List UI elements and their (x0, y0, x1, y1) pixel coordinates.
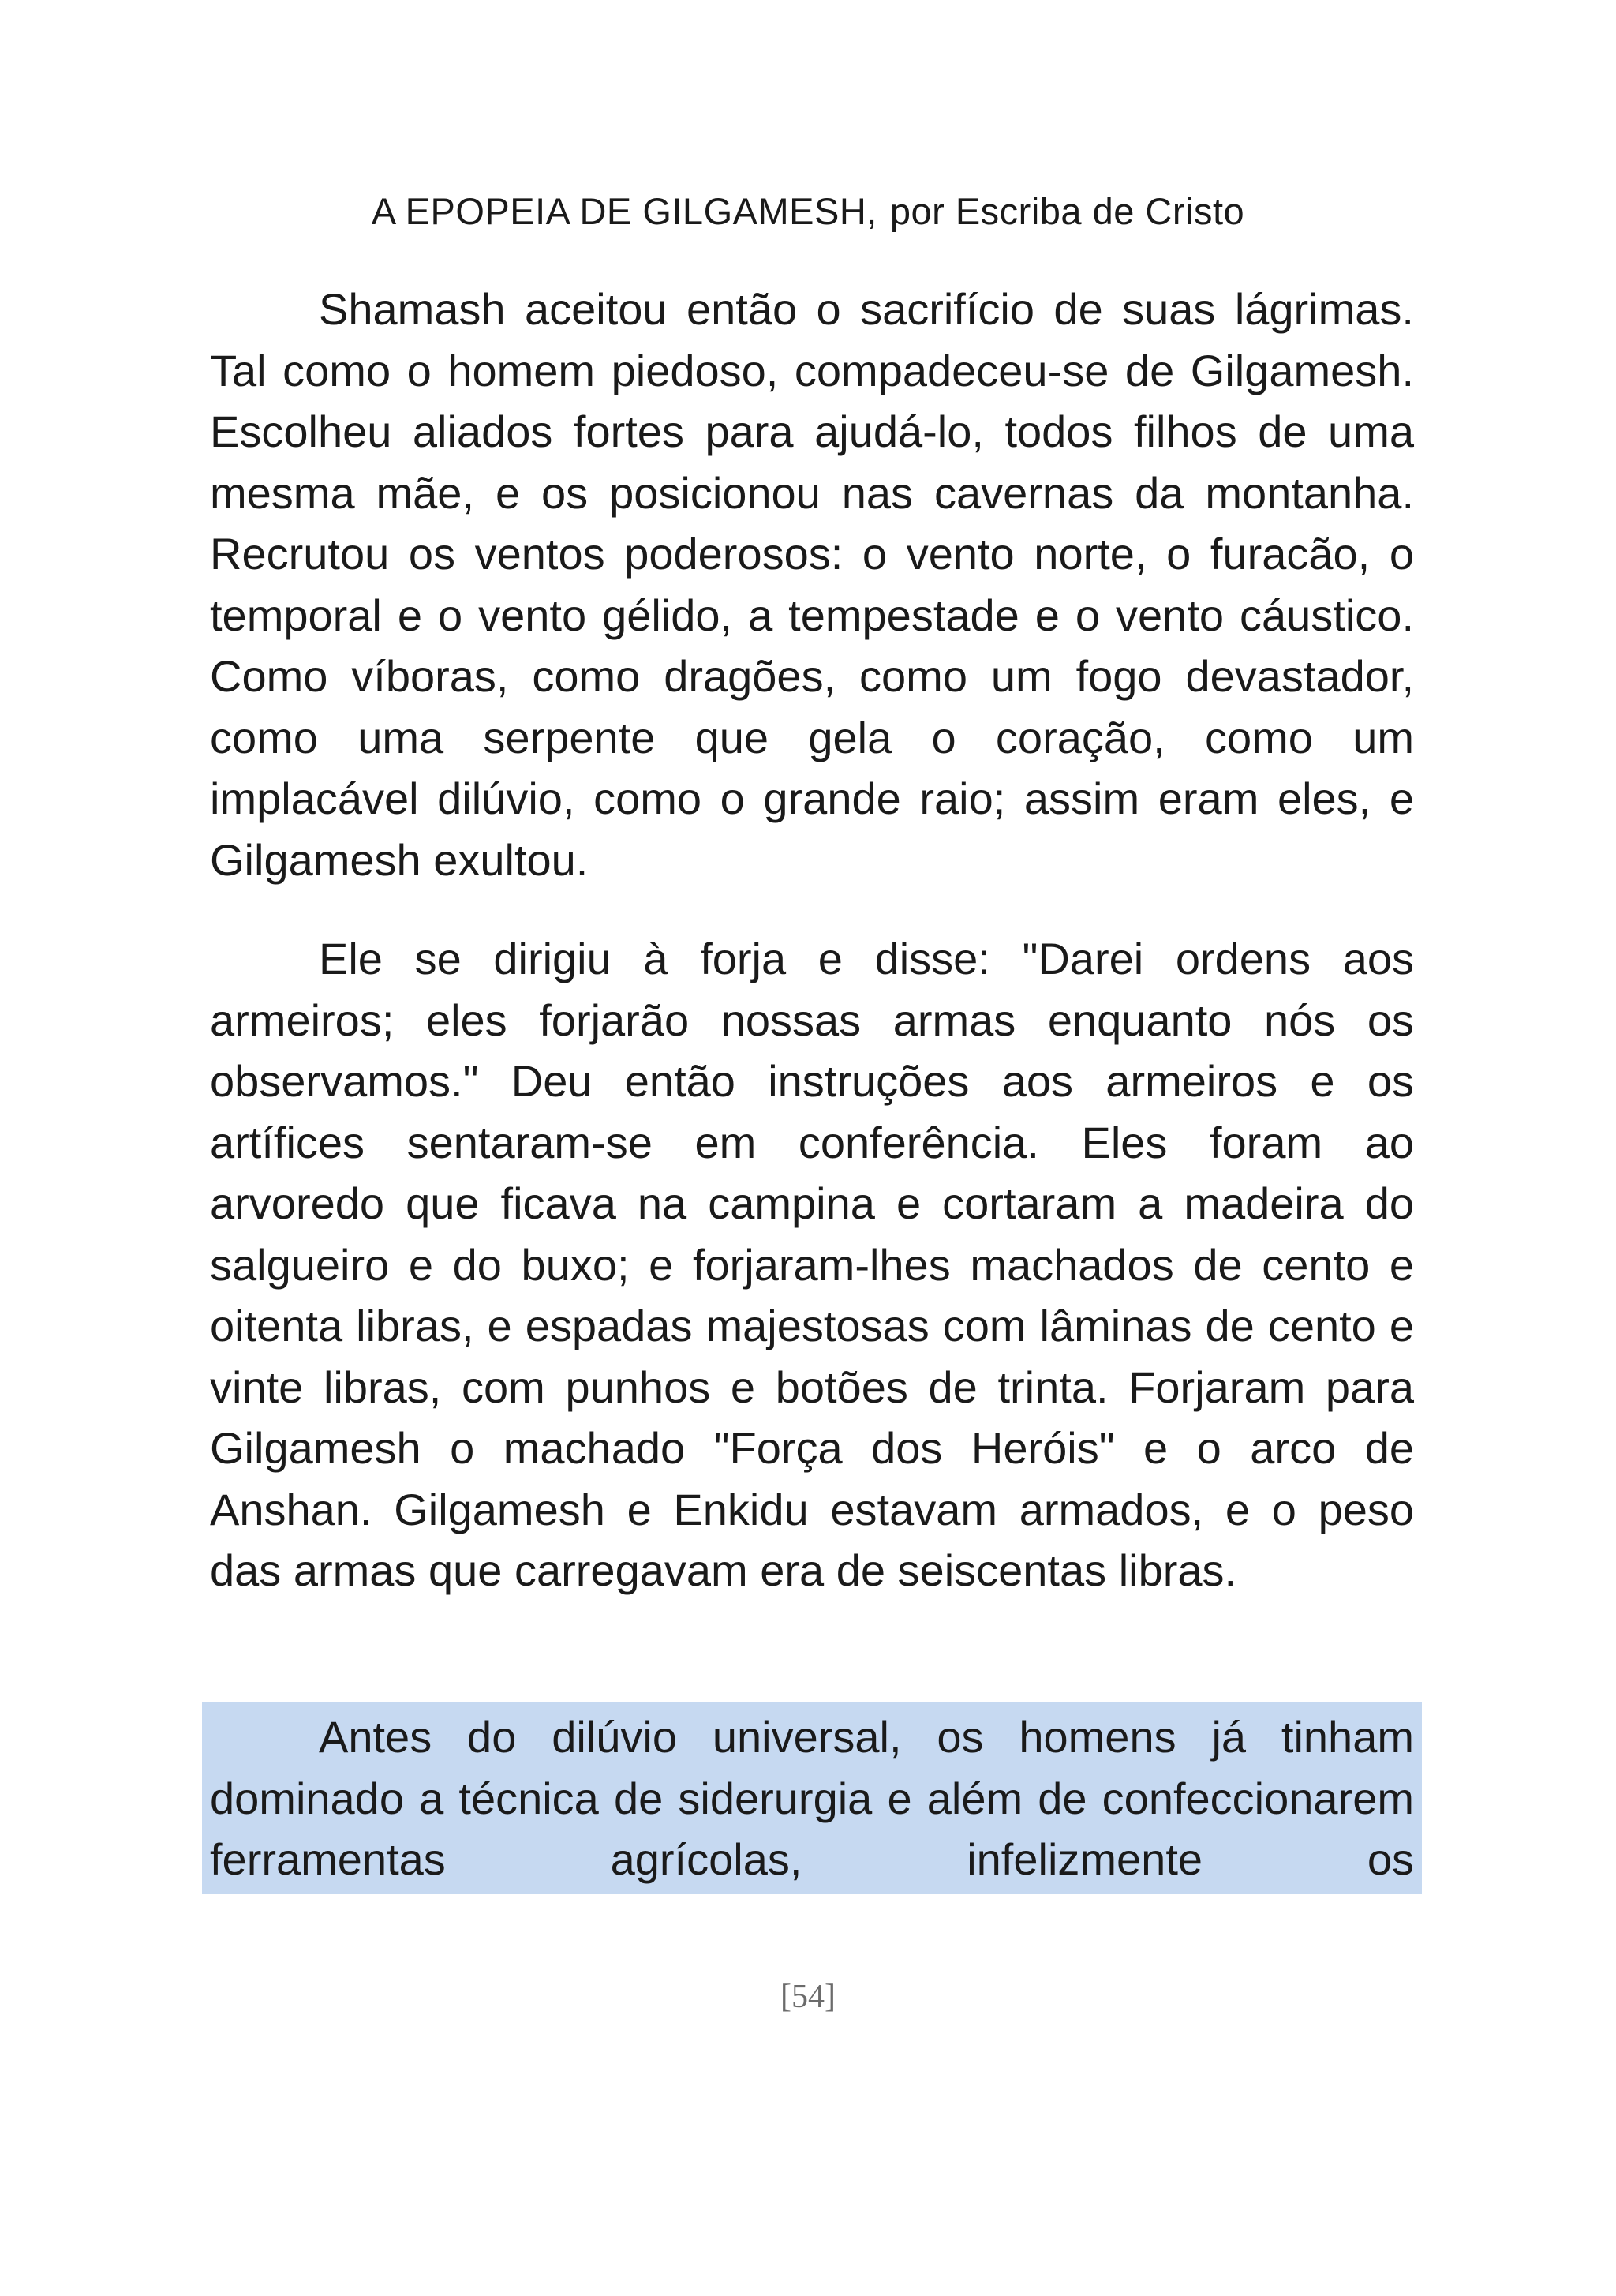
paragraph-2-text: Ele se dirigiu à forja e disse: "Darei ordens aos armeiros; eles forjarão nossas armas enquanto nós os observamos." Deu então instruções aos armeiros e os artífices sentaram-se em conferência. Eles foram ao arvoredo que ficava na campina e cortaram a madeira do salgueiro e do buxo; e forjaram-lhes machados de cento e oitenta libras, e espadas majestosas com lâminas de cento e vinte libras, com punhos e botões de trinta. Forjaram para Gilgamesh o machado "Força dos Heróis" e o arco de Anshan. Gilgamesh e Enkidu estavam armados, e o peso das armas que carregavam era de seiscentas libras. (210, 934, 1414, 1595)
page-number: [54] (780, 1979, 836, 2015)
paragraph-1-text: Shamash aceitou então o sacrifício de suas lágrimas. Tal como o homem piedoso, compadeceu-se de Gilgamesh. Escolheu aliados fortes para ajudá-lo, todos filhos de uma mesma mãe, e os posicionou nas cavernas da montanha. Recrutou os ventos poderosos: o vento norte, o furacão, o temporal e o vento gélido, a tempestade e o vento cáustico. Como víboras, como dragões, como um fogo devastador, como uma serpente que gela o coração, como um implacável dilúvio, como o grande raio; assim eram eles, e Gilgamesh exultou. (210, 284, 1414, 885)
header-title: A EPOPEIA DE GILGAMESH, (371, 190, 877, 232)
header-author: por Escriba de Cristo (889, 190, 1245, 232)
paragraph-1 (210, 279, 1414, 890)
paragraph-3-text: Antes do dilúvio universal, os homens já tinham dominado a técnica de siderurgia e além de confeccionarem ferramentas agrícolas, infelizmente os (210, 1712, 1414, 1884)
paragraph-3-highlighted (210, 1706, 1414, 1890)
paragraph-2 (210, 928, 1414, 1601)
running-header (0, 188, 1616, 235)
